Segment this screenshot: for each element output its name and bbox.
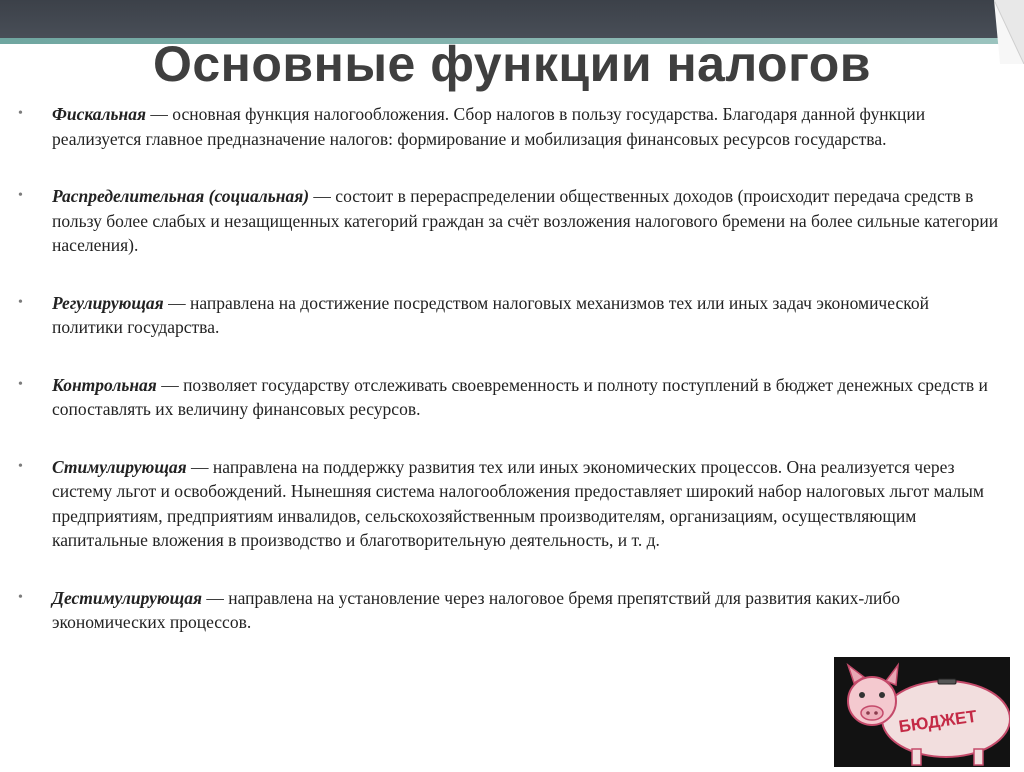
piggy-bank-illustration xyxy=(834,657,1010,767)
bullet-icon: • xyxy=(18,376,23,392)
item-description: — основная функция налогообложения. Сбор налогов в пользу государства. Благодаря данной функции реализуется главное предназначение налогов: формирование и мобилизация финансовых ресурсов государства. xyxy=(52,104,926,149)
item-description: — направлена на установление через налоговое бремя препятствий для развития каких-либо экономических процессов. xyxy=(52,587,900,632)
item-term: Распределительная (социальная) xyxy=(52,186,310,206)
item-term: Регулирующая xyxy=(52,292,164,313)
bullet-icon: • xyxy=(18,589,23,605)
piggy-bank-icon xyxy=(834,657,1010,767)
item-term: Фискальная xyxy=(52,104,147,124)
slide-title: Основные функции налогов xyxy=(152,36,872,92)
bullet-icon: • xyxy=(18,188,23,203)
list-item xyxy=(16,455,1010,553)
bullet-icon: • xyxy=(18,294,23,310)
item-description: — состоит в перераспределении общественных доходов (происходит передача средств в пользу более слабых и незащищенных категорий граждан за счёт возложения налогового бремени на более сильные категории населения). xyxy=(52,186,999,255)
item-term: Дестимулирующая xyxy=(52,587,203,608)
list-item xyxy=(16,184,1010,258)
item-description: — направлена на достижение посредством налоговых механизмов тех или иных задач экономической политики государства. xyxy=(52,292,929,337)
item-term: Стимулирующая xyxy=(52,456,187,477)
list-item xyxy=(16,102,1010,151)
list-item xyxy=(16,291,1010,340)
bullet-icon: • xyxy=(18,106,23,121)
functions-list xyxy=(16,102,1010,668)
bullet-icon: • xyxy=(18,458,23,474)
piggy-bank-label: БЮДЖЕТ xyxy=(897,706,978,737)
list-item xyxy=(16,373,1010,422)
item-description: — позволяет государству отслеживать своевременность и полноту поступлений в бюджет денежных средств и сопоставлять их величину финансовых ресурсов. xyxy=(52,374,988,419)
item-term: Контрольная xyxy=(52,374,157,395)
list-item xyxy=(16,586,1010,635)
item-description: — направлена на поддержку развития тех или иных экономических процессов. Она реализуется через систему льгот и освобождений. Нынешняя система налогообложения предоставляет широкий набор налоговых льгот малым предприятиям, предприятиям инвалидов, сельскохозяйственным производителям, организациям, осуществляющим капитальные вложения в производство и благотворительную деятельность, и т. д. xyxy=(52,456,984,550)
